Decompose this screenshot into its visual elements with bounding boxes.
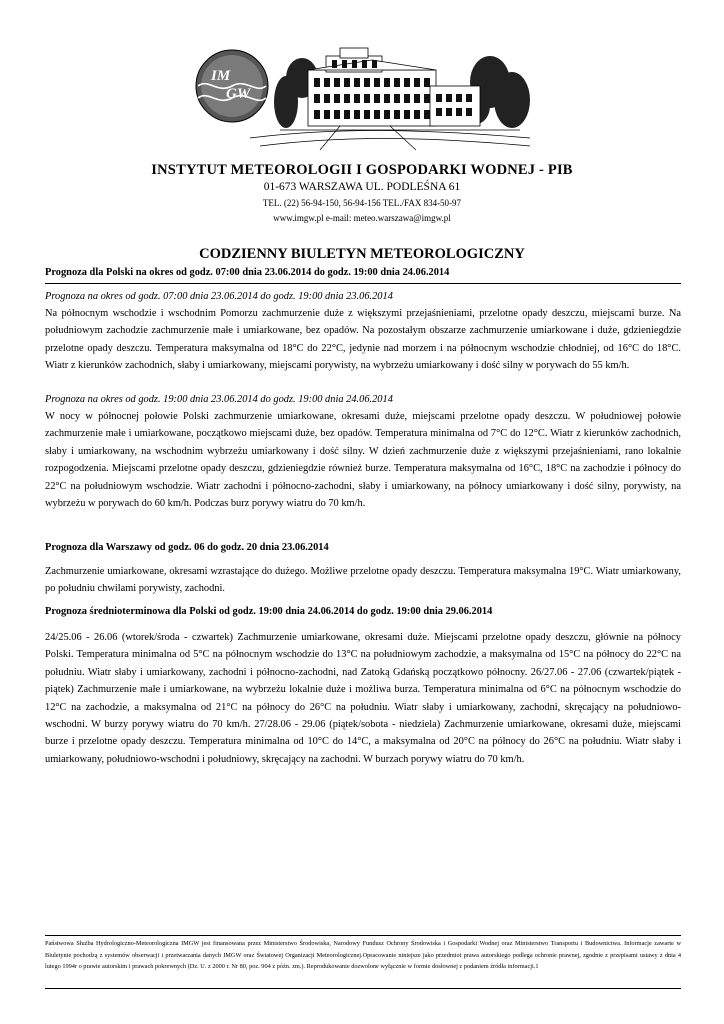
night-forecast-text: W nocy w północnej połowie Polski zachmurzenie umiarkowane, okresami duże, miejscami przelotne opady deszczu. W południowej połowie zachmurzenie małe i umiarkowane, początkowo miejscami duże, bez opadów. Temperatura minimalna od 7°C do 12°C. Wiatr z kierunków zachodnich, słaby i umiarkowany, na wschodnim wybrzeżu umiarkowany i dość silny. W dzień zachmurzenie duże z większymi przejaśnieniami, rano lokalnie rozpogodzenia. Miejscami przelotne opady deszczu, gdzieniegdzie również burze. Temperatura maksymalna od 16°C, 18°C na zachodzie i północy do 22°C na południowym wschodzie. Wiatr zachodni i północno-zachodni, słaby i umiarkowany, na północy umiarkowany i dość silny, porywisty, na wybrzeżu w porywach do 60 km/h. Podczas burz porywy wiatru do 70 km/h.: [45, 411, 681, 510]
warsaw-forecast-heading: Prognoza dla Warszawy od godz. 06 do godz. 20 dnia 23.06.2014: [45, 542, 329, 553]
ground-illustration: [250, 126, 530, 150]
medium-term-heading: Prognoza średnioterminowa dla Polski od godz. 19:00 dnia 24.06.2014 do godz. 19:00 dnia 29.06.2014: [45, 606, 493, 617]
footer-divider: [45, 935, 681, 936]
footer-disclaimer: Państwowa Służba Hydrologiczno-Meteorologiczna IMGW jest finansowana przez Ministerstwo Środowiska, Narodowy Fundusz Ochrony Środowiska i Gospodarki Wodnej oraz Ministerstwo Transportu i Budownictwa. Informacje zawarte w Biuletynie pochodzą z systemów obserwacji i przetwarzania danych IMGW oraz Światowej Organizacji Meteorologicznej.Opracowanie niniejsze jako przedmiot prawa autorskiego podlega ochronie prawnej, zgodnie z przepisami ustawy z dnia 4 lutego 1994r o prawie autorskim i prawach pokrewnych (Dz. U. z 2000 r. Nr 80, poz. 904 z późn. zm.). Reprodukowanie dozwolone wyłącznie w formie dosłownej z podaniem źródła informacji.1: [45, 940, 681, 971]
letterhead-illustration: [190, 42, 536, 152]
logo-text-top: IM: [211, 68, 231, 84]
medium-term-text: 24/25.06 - 26.06 (wtorek/środa - czwartek) Zachmurzenie umiarkowane, okresami duże. Miejscami przelotne opady deszczu, głównie na północy Polski. Temperatura minimalna od 5°C na północnym wschodzie do 13°C na południowym zachodzie, a maksymalna od 15°C na północy do 22°C na południu. Wiatr słaby i umiarkowany, zachodni i północno-zachodni, nad Zatoką Gdańską początkowo północny. 26/27.06 - 27.06 (czwartek/piątek - piątek) Zachmurzenie małe i umiarkowane, na wybrzeżu lokalnie duże i możliwa burza. Temperatura minimalna od 6°C na północnym wschodzie do 12°C na zachodzie, a maksymalna od 21°C na północy do 26°C na południu. Wiatr słaby i umiarkowany, zachodni, skręcający na południowo-wschodni. W burzy porywy wiatru do 70 km/h. 27/28.06 - 29.06 (piątek/sobota - niedziela) Zachmurzenie umiarkowane, okresami duże, miejscami burze i przelotne opady deszczu. Temperatura minimalna od 10°C do 14°C, a maksymalna od 20°C na północy do 26°C na południu. Wiatr słaby i umiarkowany, południowo-wschodni i południowy, skręcający na zachodni. W burzach porywy wiatru do 70 km/h.: [45, 632, 681, 765]
institute-phone: TEL. (22) 56-94-150, 56-94-156 TEL./FAX 834-50-97: [262, 198, 462, 208]
imgw-logo: [196, 50, 268, 122]
day-forecast-heading: Prognoza na okres od godz. 07:00 dnia 23.06.2014 do godz. 19:00 dnia 23.06.2014: [45, 291, 393, 302]
building-illustration: [308, 48, 480, 126]
night-forecast-heading: Prognoza na okres od godz. 19:00 dnia 23.06.2014 do godz. 19:00 dnia 24.06.2014: [45, 394, 393, 405]
warsaw-forecast-text: Zachmurzenie umiarkowane, okresami wzrastające do dużego. Możliwe przelotne opady deszczu. Temperatura maksymalna 19°C. Wiatr umiarkowany, po południu chwilami porywisty, zachodni.: [45, 566, 681, 595]
divider: [45, 283, 681, 284]
institute-address: 01-673 WARSZAWA UL. PODLEŚNA 61: [263, 181, 461, 193]
bulletin-title: CODZIENNY BIULETYN METEOROLOGICZNY: [199, 246, 525, 262]
footer-bottom-divider: [45, 988, 681, 989]
day-forecast-text: Na północnym wschodzie i wschodnim Pomorzu zachmurzenie duże z większymi przejaśnieniami, przelotne opady deszczu, miejscami burze. Na południowym zachodzie zachmurzenie małe i umiarkowane, bez opadów. Na pozostałym obszarze zachmurzenie umiarkowane i duże, gdzieniegdzie przelotne opady deszczu. Temperatura maksymalna od 18°C do 22°C, jedynie nad morzem i na północnym wschodzie chłodniej, od 16°C do 18°C. Wiatr z kierunków zachodnich, słaby i umiarkowany, miejscami porywisty, na wybrzeżu umiarkowany i dość silny w porywach do 55 km/h.: [45, 308, 681, 372]
institute-name: INSTYTUT METEOROLOGII I GOSPODARKI WODNEJ - PIB: [151, 162, 573, 178]
institute-web: www.imgw.pl e-mail: meteo.warszawa@imgw.pl: [273, 213, 451, 223]
logo-text-bottom: GW: [226, 86, 251, 102]
forecast-period: Prognoza dla Polski na okres od godz. 07:00 dnia 23.06.2014 do godz. 19:00 dnia 24.06.2014: [45, 267, 450, 278]
